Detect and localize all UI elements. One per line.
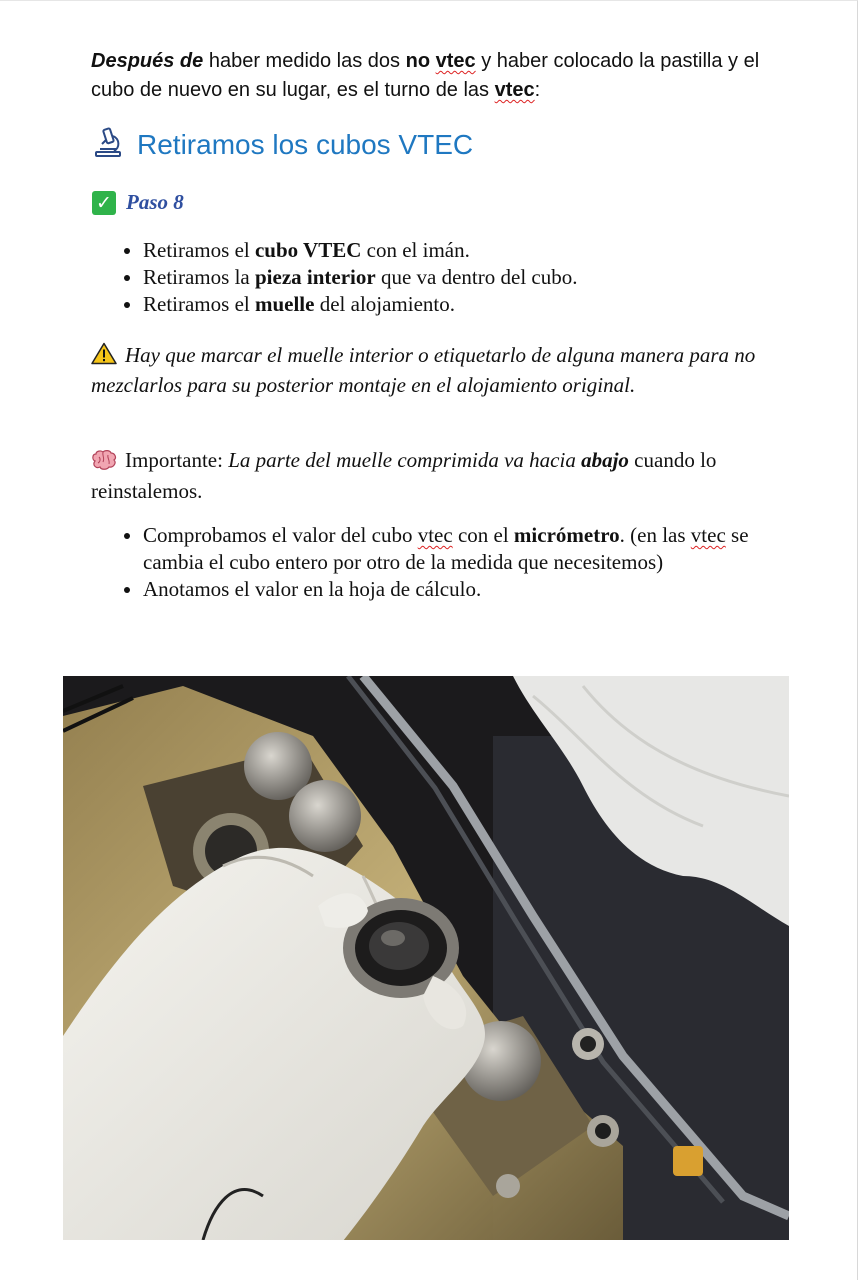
list-item: • Retiramos la pieza interior que va dentro del cubo. [143,264,783,291]
intro-vtec-term: vtec [435,50,476,72]
list-item: • Retiramos el cubo VTEC con el imán. [143,237,783,264]
intro-colon: : [534,79,541,101]
warning-icon [91,342,117,372]
step-label [92,190,184,215]
important-emphasis: abajo [581,448,629,472]
step-title: Paso 8 [126,190,184,214]
intro-bold-no: no [405,50,436,72]
section-title: Retiramos los cubos VTEC [137,129,474,160]
list-item: • Comprobamos el valor del cubo vtec con el micrómetro. (en las vtec se cambia el cubo entero por otro de la medida que necesitemos) [143,522,783,576]
intro-text: haber medido las dos [203,50,406,72]
intro-text-2: y haber colocado la pastilla y el cubo de nuevo en su lugar, es el turno de las [91,50,760,101]
engine-photo [63,676,789,1240]
warning-note [91,342,766,399]
important-label: Importante: [125,448,229,472]
intro-emphasis: Después de [91,50,204,72]
microscope-icon [91,126,125,165]
check-box-icon: ✓ [92,191,116,215]
important-note [91,447,766,505]
warning-text: Hay que marcar el muelle interior o etiquetarlo de alguna manera para no mezclarlos para su posterior montaje en el alojamiento original. [91,343,756,397]
brain-icon [91,449,117,478]
intro-paragraph [91,47,771,105]
list-item: • Anotamos el valor en la hoja de cálculo. [143,576,783,603]
important-italic: La parte del muelle comprimida va hacia [228,448,582,472]
list-item: • Retiramos el muelle del alojamiento. [143,291,783,318]
section-heading [91,125,473,165]
intro-vtec-term-2: vtec [494,79,535,101]
steps-list [90,237,783,318]
important-rest: cuando lo reinstalemos. [91,448,717,503]
measure-list [90,522,783,603]
